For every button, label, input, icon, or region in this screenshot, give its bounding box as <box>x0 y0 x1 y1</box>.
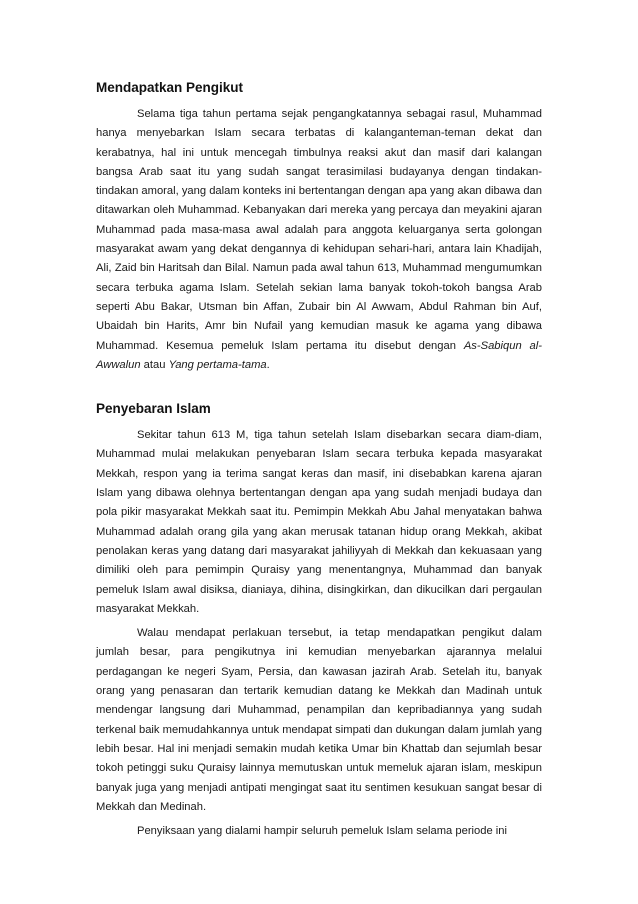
italic-term: As-Sabiqun al-Awwalun <box>96 339 542 371</box>
paragraph: Penyiksaan yang dialami hampir seluruh pemeluk Islam selama periode ini <box>137 825 507 838</box>
paragraph-text: Selama tiga tahun pertama sejak pengangkatannya sebagai rasul, Muhammad hanya menyebarkan Islam secara terbatas di kalanganteman-teman dekat dan kerabatnya, hal ini untuk mencegah timbulnya reaksi akut dan masif dari kalangan bangsa Arab saat itu yang sudah sangat terasimilasi budayanya dengan tindakan-tindakan amoral, yang dalam konteks ini bertentangan dengan apa yang akan dibawa dan ditawarkan oleh Muhammad. Kebanyakan dari mereka yang percaya dan meyakini ajaran Muhammad pada masa-masa awal adalah para anggota keluarganya serta golongan masyarakat awam yang dekat dengannya di kehidupan sehari-hari, antara lain Khadijah, Ali, Zaid bin Haritsah dan Bilal. Namun pada awal tahun 613, Muhammad mengumumkan secara terbuka agama Islam. Setelah sekian lama banyak tokoh-tokoh bangsa Arab seperti Abu Bakar, Utsman bin Affan, Zubair bin Al Awwam, Abdul Rahman bin Auf, Ubaidah bin Harits, Amr bin Nufail yang kemudian masuk ke agama yang dibawa Muhammad. Kesemua pemeluk Islam pertama itu disebut dengan <box>96 108 542 352</box>
paragraph <box>96 105 542 375</box>
italic-term: Yang pertama-tama <box>168 358 267 371</box>
document-page <box>96 78 542 846</box>
paragraph: Sekitar tahun 613 M, tiga tahun setelah Islam disebarkan secara diam-diam, Muhammad mulai melakukan penyebaran Islam secara terbuka kepada masyarakat Mekkah, respon yang ia terima sangat keras dan masif, ini disebabkan karena ajaran Islam yang dibawa olehnya bertentangan dengan apa yang sudah menjadi budaya dan pola pikir masyarakat Mekkah saat itu. Pemimpin Mekkah Abu Jahal menyatakan bahwa Muhammad adalah orang gila yang akan merusak tatanan hidup orang Mekkah, akibat penolakan keras yang datang dari masyarakat jahiliyyah di Mekkah dan kekuasaan yang dimiliki oleh para pemimpin Quraisy yang menentangnya, Muhammad dan banyak pemeluk Islam awal disiksa, dianiaya, dihina, disingkirkan, dan dikucilkan dari pergaulan masyarakat Mekkah. <box>96 429 542 615</box>
paragraph: Walau mendapat perlakuan tersebut, ia tetap mendapatkan pengikut dalam jumlah besar, para pengikutnya ini kemudian menyebarkan ajarannya melalui perdagangan ke negeri Syam, Persia, dan kawasan jazirah Arab. Setelah itu, banyak orang yang penasaran dan tertarik kemudian datang ke Mekkah dan Madinah untuk mendengar langsung dari Muhammad, penampilan dan kepribadiannya yang sudah terkenal baik memudahkannya untuk mendapat simpati dan dukungan dalam jumlah yang lebih besar. Hal ini menjadi semakin mudah ketika Umar bin Khattab dan sejumlah besar tokoh petinggi suku Quraisy lainnya memutuskan untuk memeluk ajaran islam, meskipun banyak juga yang menjadi antipati mengingat saat itu sentimen kesukuan sangat besar di Mekkah dan Medinah. <box>96 627 542 813</box>
section-heading-mendapatkan-pengikut: Mendapatkan Pengikut <box>96 80 244 95</box>
paragraph-text: . <box>266 358 270 371</box>
section-heading-penyebaran-islam: Penyebaran Islam <box>96 401 211 417</box>
paragraph-text: atau <box>140 358 169 371</box>
